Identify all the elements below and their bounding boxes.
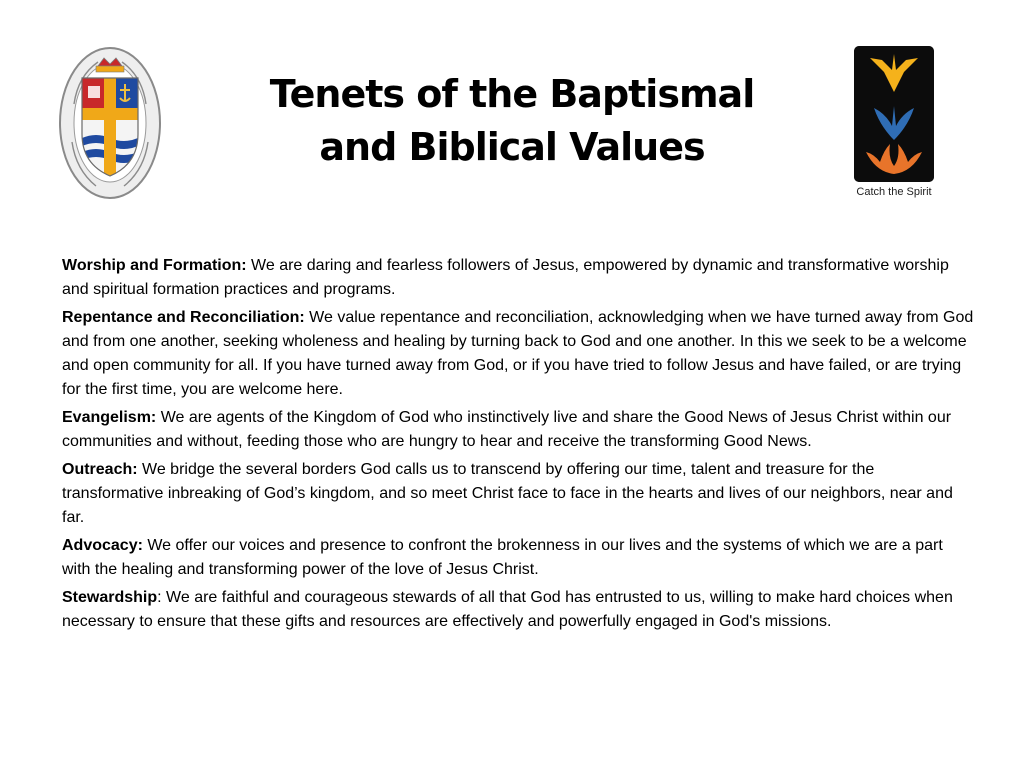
catch-the-spirit-caption: Catch the Spirit [856,186,932,198]
tenet-text: We offer our voices and presence to confront the brokenness in our lives and the systems of which we are a part with the healing and transforming power of the love of Jesus Christ. [62,537,943,578]
diocese-seal-icon [58,46,162,200]
tenet-advocacy [62,534,974,582]
tenets-list [62,254,974,638]
title-line-2: and Biblical Values [319,125,705,169]
tenet-label: Outreach: [62,461,138,478]
tenet-text: We value repentance and reconciliation, acknowledging when we have turned away from God and from one another, seeking wholeness and healing by turning back to God and one another. In this we seek to be a welcome and open community for all. If you have turned away from God, or if you have tried to follow Jesus and have failed, or are trying for the first time, you are welcome here. [62,309,974,398]
tenet-label: Advocacy: [62,537,143,554]
tenet-text: We bridge the several borders God calls us to transcend by offering our time, talent and treasure for the transformative inbreaking of God’s kingdom, and so meet Christ face to face in the hearts and lives of our neighbors, near and far. [62,461,953,526]
tenet-label: Stewardship [62,589,158,606]
title-line-1: Tenets of the Baptismal [269,72,755,116]
tenet-text: We are agents of the Kingdom of God who instinctively live and share the Good News of Jesus Christ within our communities and without, feeding those who are hungry to hear and receive the transforming Good News. [62,409,952,450]
tenet-text: We are daring and fearless followers of Jesus, empowered by dynamic and transformative worship and spiritual formation practices and programs. [62,257,949,298]
tenet-text: : We are faithful and courageous stewards of all that God has entrusted to us, willing to make hard choices when necessary to ensure that these gifts and resources are effectively and powerfully engaged in God's missions. [62,589,953,630]
tenet-label: Evangelism: [62,409,157,426]
tenet-stewardship [62,586,974,634]
tenet-outreach [62,458,974,530]
tenet-repentance-reconciliation [62,306,974,402]
tenet-label: Repentance and Reconciliation: [62,309,305,326]
page-title [212,68,812,174]
tenet-label: Worship and Formation: [62,257,247,274]
tenet-worship-formation [62,254,974,302]
catch-the-spirit-icon [854,46,934,182]
tenet-evangelism [62,406,974,454]
catch-the-spirit-logo [846,44,942,204]
